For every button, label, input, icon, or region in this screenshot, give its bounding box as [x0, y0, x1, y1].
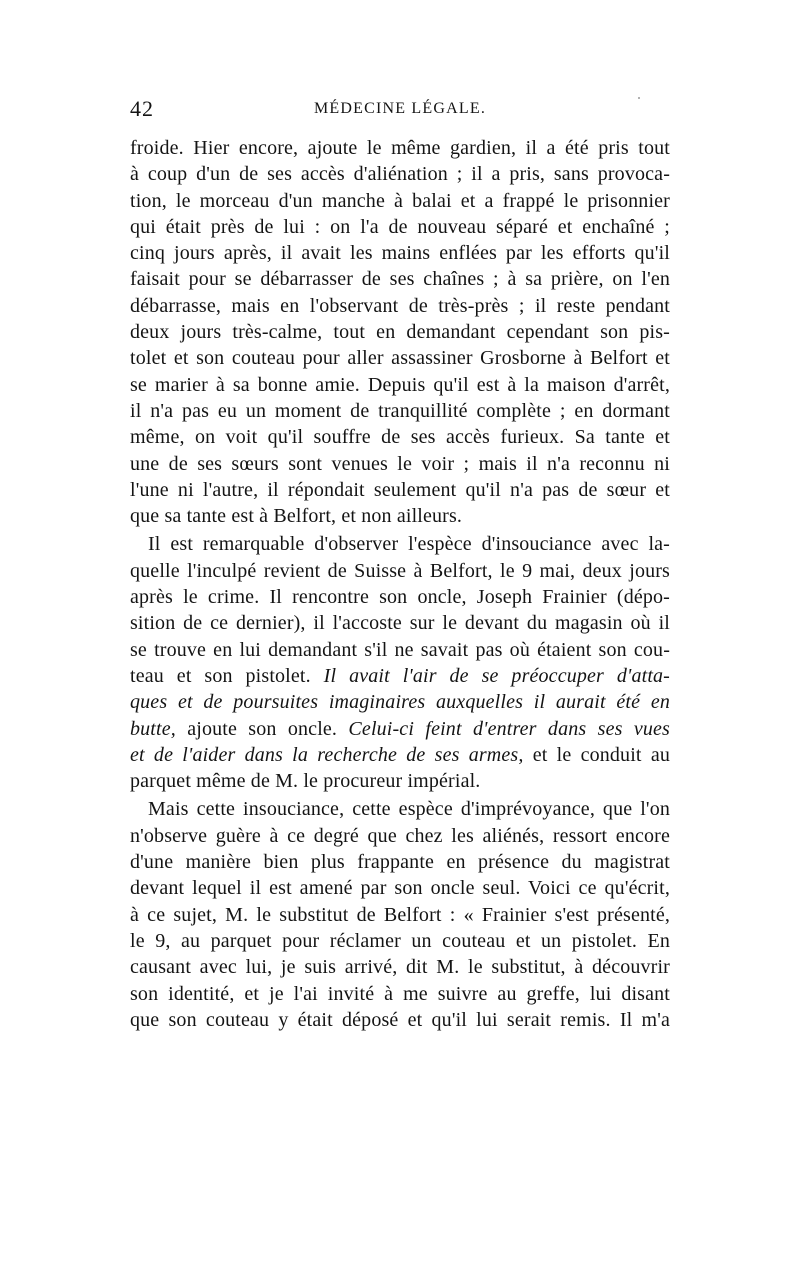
text-line: même, on voit qu'il souffre de ses accès furieux. Sa tante et	[130, 426, 670, 449]
text-segment: teau et son pistolet.	[130, 664, 311, 687]
text-line: tolet et son couteau pour aller assassiner Grosborne à Belfort et	[130, 347, 670, 370]
text-line: à ce sujet, M. le substitut de Belfort : « Frainier s'est présenté,	[130, 903, 670, 926]
text-line-mixed	[130, 716, 670, 742]
text-line: que sa tante est à Belfort, et non ailleurs.	[130, 505, 463, 528]
text-segment: et le conduit au	[532, 743, 670, 766]
text-line: se marier à sa bonne amie. Depuis qu'il est à la maison d'arrêt,	[130, 373, 670, 396]
text-line: à coup d'un de ses accès d'aliénation ; il a pris, sans provoca-	[130, 163, 670, 186]
page-header	[130, 96, 670, 126]
text-line: il n'a pas eu un moment de tranquillité complète ; en dormant	[130, 399, 670, 422]
text-line: une de ses sœurs sont venues le voir ; mais il n'a reconnu ni	[130, 452, 670, 475]
text-line: cinq jours après, il avait les mains enflées par les efforts qu'il	[130, 242, 670, 265]
text-line: parquet même de M. le procureur impérial.	[130, 770, 481, 793]
text-line: tion, le morceau d'un manche à balai et a frappé le prisonnier	[130, 189, 670, 212]
text-line: d'une manière bien plus frappante en présence du magistrat	[130, 851, 670, 874]
text-line: froide. Hier encore, ajoute le même gardien, il a été pris tout	[130, 137, 670, 159]
body-text	[130, 135, 670, 1033]
text-line: débarrasse, mais en l'observant de très-près ; il reste pendant	[130, 294, 670, 317]
text-line: se trouve en lui demandant s'il ne savait pas où étaient son cou-	[130, 638, 670, 661]
text-line-mixed	[130, 663, 670, 689]
text-line: l'une ni l'autre, il répondait seulement qu'il n'a pas de sœur et	[130, 478, 670, 501]
text-line: causant avec lui, je suis arrivé, dit M. le substitut, à découvrir	[130, 956, 670, 979]
text-line: qui était près de lui : on l'a de nouveau séparé et enchaîné ;	[130, 215, 670, 238]
italic-segment: et de l'aider dans la recherche de ses armes,	[130, 743, 524, 766]
text-line-mixed	[130, 742, 670, 768]
italic-segment: Il avait l'air de se préoccuper d'atta-	[323, 664, 670, 687]
text-line: après le crime. Il rencontre son oncle, Joseph Frainier (dépo-	[130, 586, 670, 609]
italic-segment: Celui-ci feint d'entrer dans ses vues	[348, 717, 670, 740]
text-line: faisait pour se débarrasser de ses chaînes ; à sa prière, on l'en	[130, 268, 670, 291]
italic-segment: butte,	[130, 717, 176, 740]
page-number: 42	[130, 96, 154, 121]
text-line: deux jours très-calme, tout en demandant cependant son pis-	[130, 321, 670, 344]
text-line: que son couteau y était déposé et qu'il lui serait remis. Il m'a	[130, 1008, 670, 1031]
running-title: MÉDECINE LÉGALE.	[313, 100, 487, 117]
text-line: n'observe guère à ce degré que chez les aliénés, ressort encore	[130, 824, 670, 847]
text-line: Il est remarquable d'observer l'espèce d'insouciance avec la-	[148, 533, 670, 556]
text-line: son identité, et je l'ai invité à me suivre au greffe, lui disant	[130, 982, 670, 1005]
text-line: sition de ce dernier), il l'accoste sur le devant du magasin où il	[130, 612, 670, 635]
text-line: quelle l'inculpé revient de Suisse à Belfort, le 9 mai, deux jours	[130, 559, 670, 582]
text-line: devant lequel il est amené par son oncle seul. Voici ce qu'écrit,	[130, 877, 670, 900]
text-line: Mais cette insouciance, cette espèce d'imprévoyance, que l'on	[148, 798, 670, 821]
text-segment: ajoute son oncle.	[187, 717, 338, 740]
text-line: le 9, au parquet pour réclamer un couteau et un pistolet. En	[130, 929, 670, 952]
text-line-italic: ques et de poursuites imaginaires auxquelles il aurait été en	[130, 691, 670, 714]
